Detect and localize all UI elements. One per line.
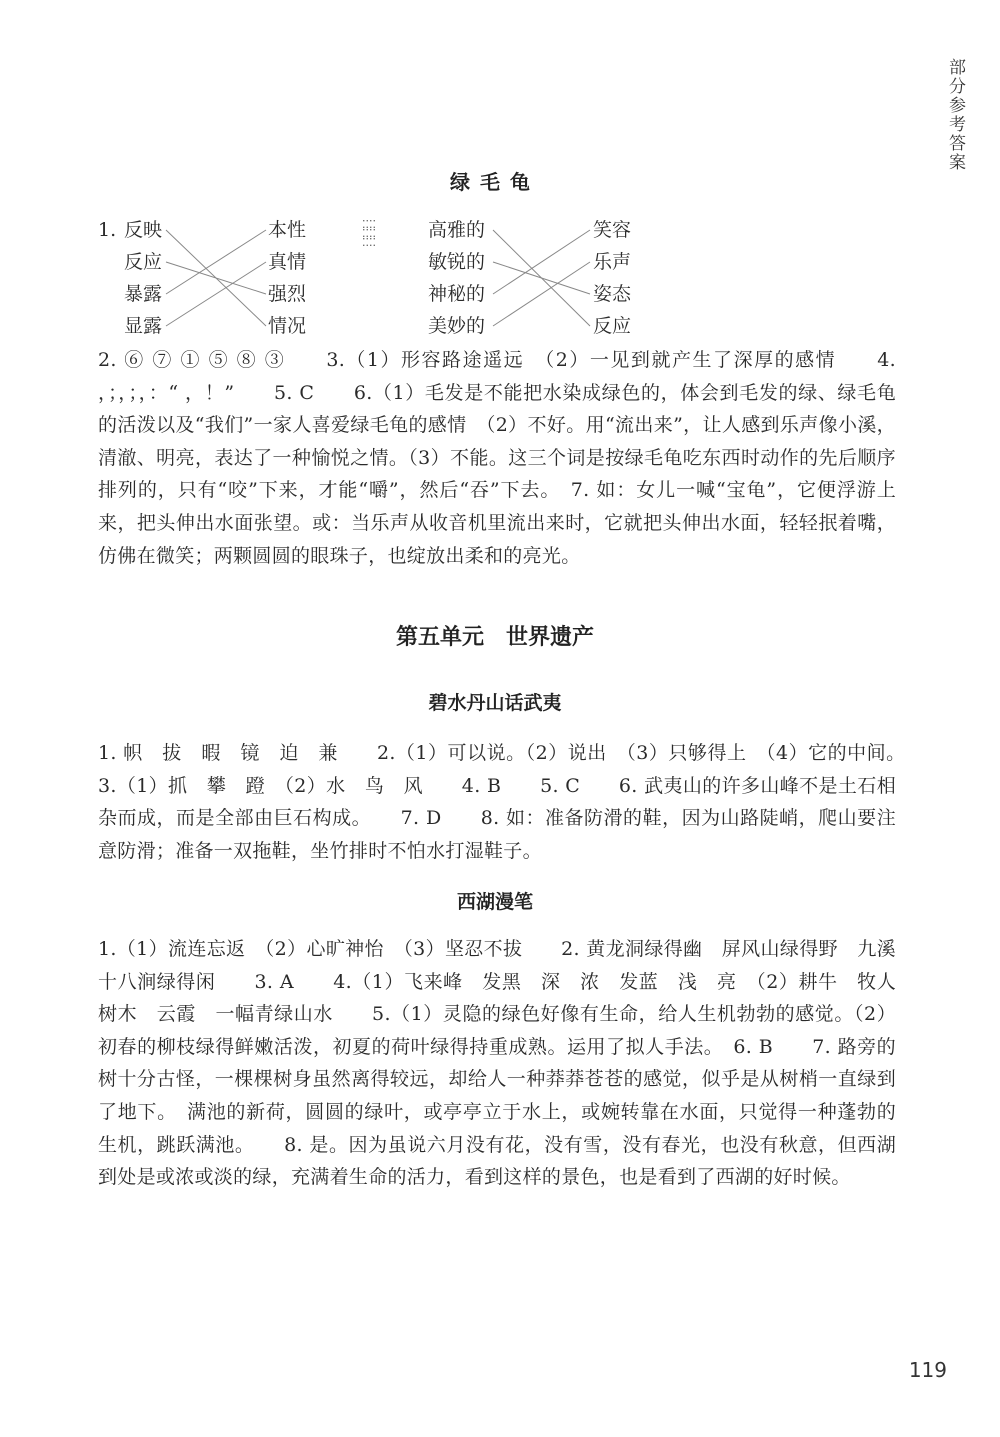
- match-word: 显露: [124, 315, 163, 337]
- match-word: 乐声: [593, 251, 632, 273]
- match-word: 暴露: [124, 283, 163, 305]
- lesson-title-xihu: 西湖漫笔: [456, 891, 533, 913]
- page-number: 119: [908, 1358, 947, 1382]
- match-word: 姿态: [593, 283, 632, 305]
- match-word: 敏锐的: [428, 251, 486, 273]
- match-word: 美妙的: [428, 315, 486, 337]
- match-word: 笑容: [593, 219, 632, 241]
- answers-bishui: 1. 帜 拔 暇 镜 迫 兼 2.（1）可以说。（2）说出 （3）只够得上 （4）它的中间。 3.（1）抓 攀 蹬 （2）水 鸟 风 4. B 5. C 6. 武夷山的许多山峰不是土石相杂而成，而是全部由巨石构成。 7. D 8. 如：准备防滑的鞋，因为山路陡峭，爬山要注意防滑；准备一双拖鞋，坐竹排时不怕水打湿鞋子。: [98, 742, 916, 862]
- match-word: 真情: [268, 251, 307, 273]
- answers-xihu: 1.（1）流连忘返 （2）心旷神怡 （3）坚忍不拔 2. 黄龙洞绿得幽 屏风山绿得野 九溪十八涧绿得闲 3. A 4.（1）飞来峰 发黑 深 浓 发蓝 浅 亮 （2）耕牛 牧人 树木 云霞 一幅青绿山水 5.（1）灵隐的绿色好像有生命，给人生机勃勃的感觉。（2）初春的柳枝绿得鲜嫩活泼，初夏的荷叶绿得持重成熟。运用了拟人手法。 6. B 7. 路旁的树十分古怪，一棵棵树身虽然离得较远，却给人一种莽莽苍苍的感觉，似乎是从树梢一直绿到了地下。 满池的新荷，圆圆的绿叶，或亭亭立于水上，或婉转靠在水面，只觉得一种蓬勃的生机，跳跃满池。 8. 是。因为虽说六月没有花，没有雪，没有春光，也没有秋意，但西湖到处是或浓或淡的绿，充满着生命的活力，看到这样的景色，也是看到了西湖的好时候。: [98, 938, 916, 1189]
- section-side-label: 部分参考答案: [945, 58, 965, 172]
- match-word: 高雅的: [428, 219, 486, 241]
- dotted-separator: ⁚⁚⁚⁚⁚⁚⁚⁚⁚⁚⁚⁚: [362, 218, 376, 249]
- lesson-title-lvmaogui: 绿毛龟: [450, 170, 540, 194]
- matching-lines: [98, 214, 658, 342]
- match-word: 反映: [124, 219, 163, 241]
- match-word: 本性: [268, 219, 307, 241]
- question-number: 1.: [98, 219, 117, 241]
- match-word: 反应: [124, 251, 163, 273]
- match-word: 反应: [593, 315, 632, 337]
- match-word: 强烈: [268, 283, 307, 305]
- match-word: 情况: [268, 315, 307, 337]
- answers-lvmaogui: 2. ⑥ ⑦ ① ⑤ ⑧ ③ 3.（1）形容路途遥远 （2）一见到就产生了深厚的感情 4. ，；，；，：“ ，！” 5. C 6.（1）毛发是不能把水染成绿色的，体会到毛发的绿、绿毛龟的活泼以及“我们”一家人喜爱绿毛龟的感情 （2）不好。用“流出来”，让人感到乐声像小溪，清澈、明亮，表达了一种愉悦之情。（3）不能。这三个词是按绿毛龟吃东西时动作的先后顺序排列的，只有“咬”下来，才能“嚼”，然后“吞”下去。 7. 如：女儿一喊“宝龟”，它便浮游上来，把头伸出水面张望。或：当乐声从收音机里流出来时，它就把头伸出水面，轻轻抿着嘴，仿佛在微笑；两颗圆圆的眼珠子，也绽放出柔和的亮光。: [98, 349, 896, 567]
- lesson-title-bishui: 碧水丹山话武夷: [428, 692, 562, 714]
- unit-title: 第五单元 世界遗产: [395, 625, 594, 650]
- word-matching-exercise: [98, 214, 658, 342]
- match-word: 神秘的: [428, 283, 486, 305]
